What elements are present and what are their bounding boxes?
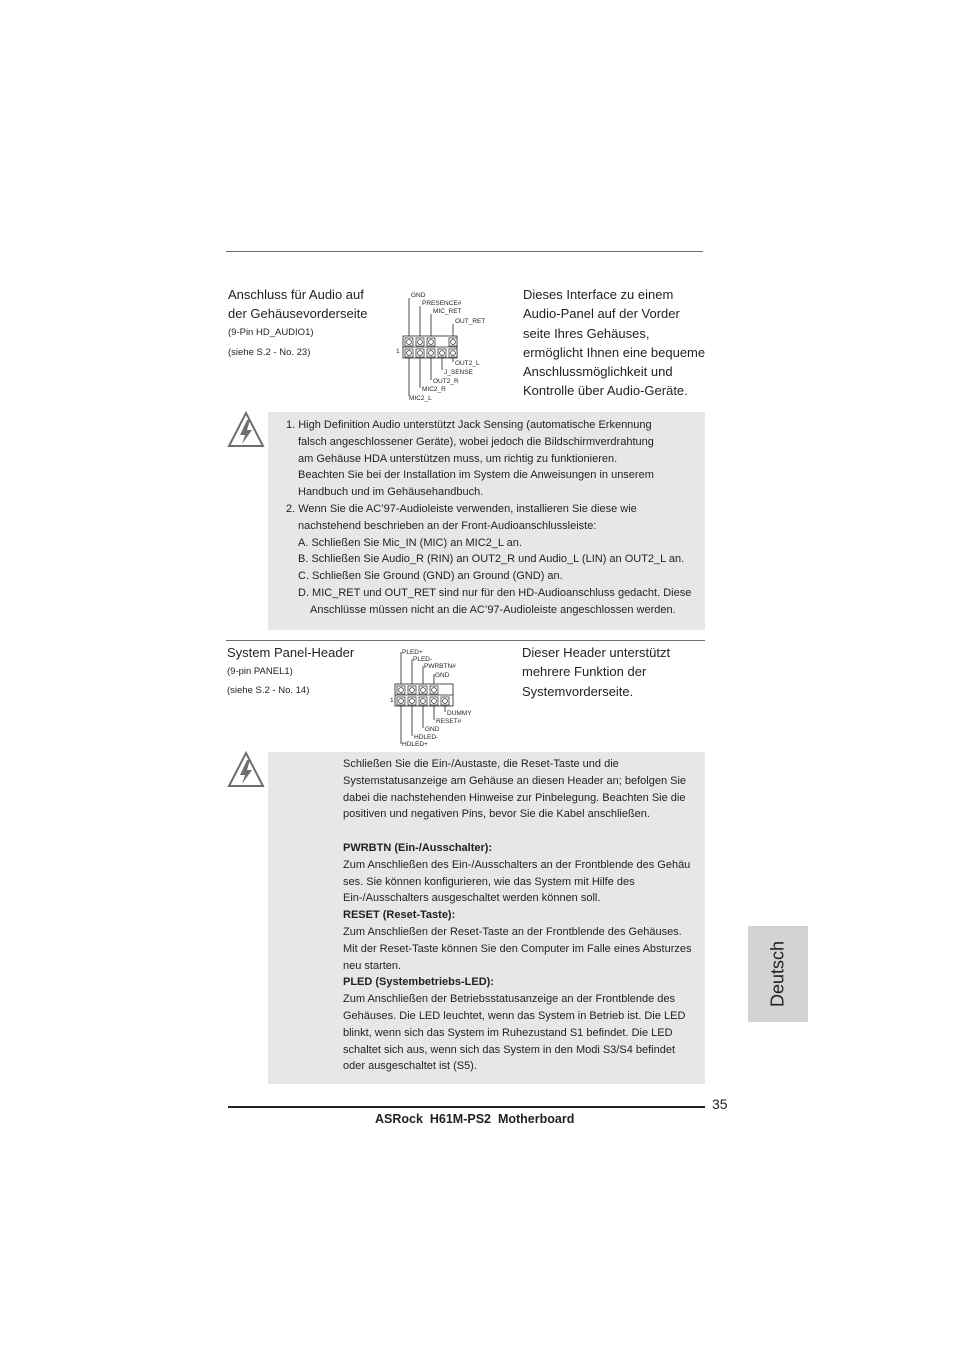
- note-line: Ein-/Ausschalters ausgeschaltet werden können soll.: [343, 892, 601, 905]
- panel-description: [522, 643, 670, 701]
- note-2-text: [343, 756, 703, 1075]
- warning-lightning-icon: [226, 410, 266, 450]
- note-line: Zum Anschließen des Ein-/Ausschalters an der Frontblende des Gehäu: [343, 858, 691, 871]
- audio-ref: (siehe S.2 - No. 23): [228, 347, 311, 358]
- note-line: am Gehäuse HDA unterstützen muss, um richtig zu funktionieren.: [298, 452, 618, 465]
- note-line: Beachten Sie bei der Installation im System die Anweisungen in unserem: [298, 469, 654, 482]
- audio-label-mic-ret: MIC_RET: [433, 308, 462, 315]
- note-line: ses. Sie können konfigurieren, wie das System mit Hilfe des: [343, 875, 635, 888]
- panel-label-gnd-top: GND: [435, 672, 450, 679]
- audio-desc-line: seite Ihres Gehäuses,: [523, 325, 650, 341]
- panel-label-hdled-minus: HDLED-: [414, 734, 439, 741]
- note-line: Systemstatusanzeige am Gehäuse an diesen Header an; befolgen Sie: [343, 774, 687, 787]
- page-number: 35: [712, 1096, 728, 1112]
- panel-desc-line: Systemvorderseite.: [522, 683, 634, 699]
- note-line: Gehäuses. Die LED leuchtet, wenn das System in Betrieb ist. Die LED: [343, 1009, 686, 1022]
- note-line: nachstehend beschrieben an der Front-Audioanschlussleiste:: [298, 519, 597, 532]
- panel-desc-line: Dieser Header unterstützt: [522, 645, 671, 660]
- panel-label-pled-plus: PLED+: [402, 649, 423, 656]
- panel-label-reset: RESET#: [436, 718, 462, 725]
- note-warning-icon-2: [226, 750, 266, 790]
- audio-label-pin-one: 1: [396, 348, 400, 355]
- note-line: C. Schließen Sie Ground (GND) an Ground (GND) an.: [298, 570, 563, 583]
- pled-heading: PLED (Systembetriebs-LED):: [343, 976, 494, 989]
- warning-lightning-icon: [226, 750, 266, 790]
- top-rule: [226, 251, 703, 252]
- audio-desc-line: Anschlussmöglichkeit und: [523, 364, 673, 380]
- audio-title-line-2: der Gehäusevorderseite: [228, 306, 368, 322]
- note-line: Zum Anschließen der Reset-Taste an der Frontblende des Gehäuses.: [343, 925, 682, 938]
- audio-header-diagram: [396, 290, 506, 405]
- audio-description: [523, 285, 705, 401]
- panel-label-pin-one: 1: [390, 697, 394, 704]
- panel-label-pwrbtn: PWRBTN#: [424, 663, 456, 670]
- note-line: A. Schließen Sie Mic_IN (MIC) an MIC2_L an.: [298, 536, 522, 549]
- panel-header-diagram: [390, 646, 480, 746]
- note-line: Schließen Sie die Ein-/Austaste, die Reset-Taste und die: [343, 758, 619, 770]
- panel-ref: (siehe S.2 - No. 14): [227, 685, 310, 696]
- audio-label-mic2-r: MIC2_R: [422, 386, 446, 393]
- language-tab-label: Deutsch: [767, 940, 788, 1008]
- note-line: falsch angeschlossener Geräte), wobei jedoch die Bildschirmverdrahtung: [298, 435, 654, 448]
- audio-label-j-sense: J_SENSE: [444, 369, 473, 376]
- audio-label-out2-l: OUT2_L: [455, 360, 480, 367]
- audio-label-presence: PRESENCE#: [422, 300, 462, 307]
- note-line: dabei die nachstehenden Hinweise zur Pinbelegung. Beachten Sie die: [343, 791, 686, 804]
- footer-rule: [228, 1106, 705, 1108]
- pwrbtn-heading: PWRBTN (Ein-/Ausschalter):: [343, 841, 493, 854]
- panel-title: System Panel-Header: [227, 645, 355, 660]
- note-line: D. MIC_RET und OUT_RET sind nur für den HD-Audioanschluss gedacht. Diese: [298, 586, 692, 599]
- note-line: 1. High Definition Audio unterstützt Jack Sensing (automatische Erkennung: [286, 419, 652, 431]
- panel-desc-line: mehrere Funktion der: [522, 664, 647, 680]
- audio-desc-line: ermöglicht Ihnen eine bequeme: [523, 344, 706, 360]
- audio-pins: (9-Pin HD_AUDIO1): [228, 327, 314, 338]
- audio-title: [228, 285, 367, 324]
- note-line: Mit der Reset-Taste können Sie den Computer im Falle eines Absturzes: [343, 942, 692, 955]
- note-line: blinkt, wenn sich das System im Ruhezustand S1 befindet. Die LED: [343, 1026, 673, 1039]
- audio-label-gnd: GND: [411, 292, 426, 299]
- note-line: B. Schließen Sie Audio_R (RIN) an OUT2_R und Audio_L (LIN) an OUT2_L an.: [298, 553, 685, 566]
- note-line: positiven und negativen Pins, bevor Sie die Kabel anschließen.: [343, 808, 650, 821]
- footer-brand: ASRock H61M-PS2 Motherboard: [375, 1112, 575, 1126]
- audio-label-out-ret: OUT_RET: [455, 318, 486, 325]
- note-line: 2. Wenn Sie die AC’97-Audioleiste verwenden, installieren Sie diese wie: [286, 502, 637, 515]
- panel-label-pled-minus: PLED-: [413, 656, 433, 663]
- panel-label-dummy: DUMMY: [447, 710, 472, 717]
- note-1-text: [286, 417, 704, 619]
- panel-label-hdled-plus: HDLED+: [402, 741, 428, 748]
- note-warning-icon-1: [226, 410, 266, 450]
- panel-rule: [226, 640, 705, 641]
- note-line: schaltet sich aus, wenn sich das System in den Modi S3/S4 befindet: [343, 1043, 676, 1056]
- note-line: Handbuch und im Gehäusehandbuch.: [298, 486, 484, 499]
- note-line: neu starten.: [343, 959, 402, 972]
- audio-desc-line: Audio-Panel auf der Vorder: [523, 306, 680, 322]
- audio-desc-line: Dieses Interface zu einem: [523, 287, 674, 302]
- audio-desc-line: Kontrolle über Audio-Geräte.: [523, 383, 688, 399]
- language-tab: [748, 926, 808, 1022]
- reset-heading: RESET (Reset-Taste):: [343, 909, 456, 922]
- panel-label-gnd-bottom: GND: [425, 726, 440, 733]
- spacer: [343, 823, 703, 840]
- note-line: Zum Anschließen der Betriebsstatusanzeige an der Frontblende des: [343, 993, 676, 1006]
- note-line: oder ausgeschaltet ist (S5).: [343, 1060, 477, 1073]
- audio-label-out2-r: OUT2_R: [433, 378, 459, 385]
- panel-pins: (9-pin PANEL1): [227, 666, 293, 677]
- audio-title-line-1: Anschluss für Audio auf: [228, 287, 364, 302]
- note-line: Anschlüsse müssen nicht an die AC’97-Audioleiste angeschlossen werden.: [310, 603, 676, 616]
- audio-label-mic2-l: MIC2_L: [409, 395, 432, 402]
